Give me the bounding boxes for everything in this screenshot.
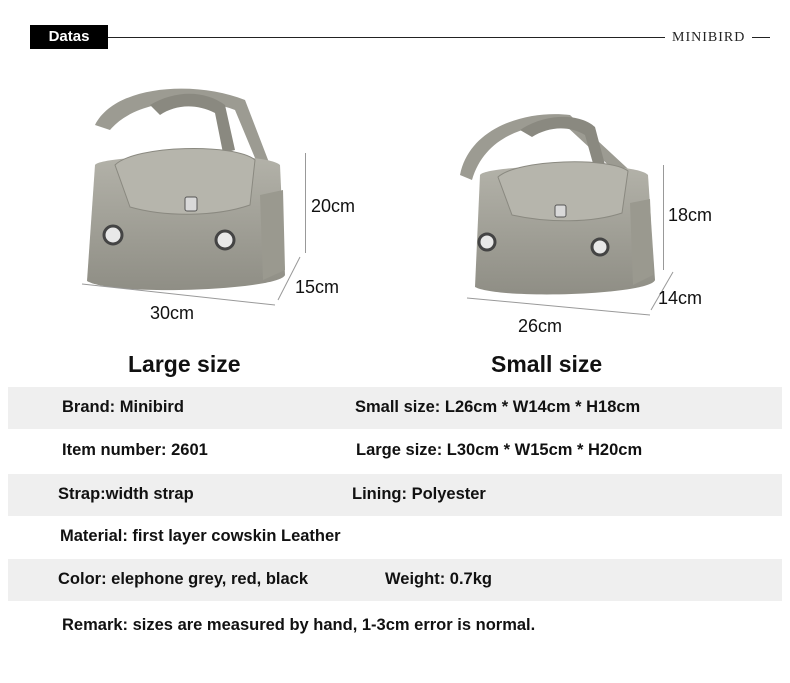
small-bag-image xyxy=(450,105,665,305)
spec-weight: Weight: 0.7kg xyxy=(385,570,492,588)
datas-tag: Datas xyxy=(30,25,108,49)
brand-logo: MINIBIRD xyxy=(672,30,746,45)
large-depth-label: 15cm xyxy=(295,277,340,297)
small-height-line xyxy=(663,165,664,270)
spec-small-size: Small size: L26cm * W14cm * H18cm xyxy=(355,398,641,416)
header-rule-right xyxy=(752,37,770,38)
large-height-line xyxy=(305,153,306,253)
spec-large-size: Large size: L30cm * W15cm * H20cm xyxy=(356,441,643,459)
spec-lining: Lining: Polyester xyxy=(352,485,486,503)
small-depth-label: 14cm xyxy=(658,288,703,308)
small-size-title: Small size xyxy=(491,351,603,377)
small-width-label: 26cm xyxy=(518,316,563,336)
spec-strap: Strap:width strap xyxy=(58,485,194,503)
large-width-label: 30cm xyxy=(150,303,195,323)
spec-color: Color: elephone grey, red, black xyxy=(58,570,309,588)
spec-item-number: Item number: 2601 xyxy=(62,441,208,459)
spec-brand: Brand: Minibird xyxy=(62,398,184,416)
spec-material: Material: first layer cowskin Leather xyxy=(60,527,341,545)
large-bag-image xyxy=(55,85,300,310)
large-size-title: Large size xyxy=(128,351,241,377)
header-rule-left xyxy=(108,37,665,38)
spec-remark: Remark: sizes are measured by hand, 1-3cm error is normal. xyxy=(62,616,536,634)
large-height-label: 20cm xyxy=(311,196,356,216)
small-height-label: 18cm xyxy=(668,205,713,225)
